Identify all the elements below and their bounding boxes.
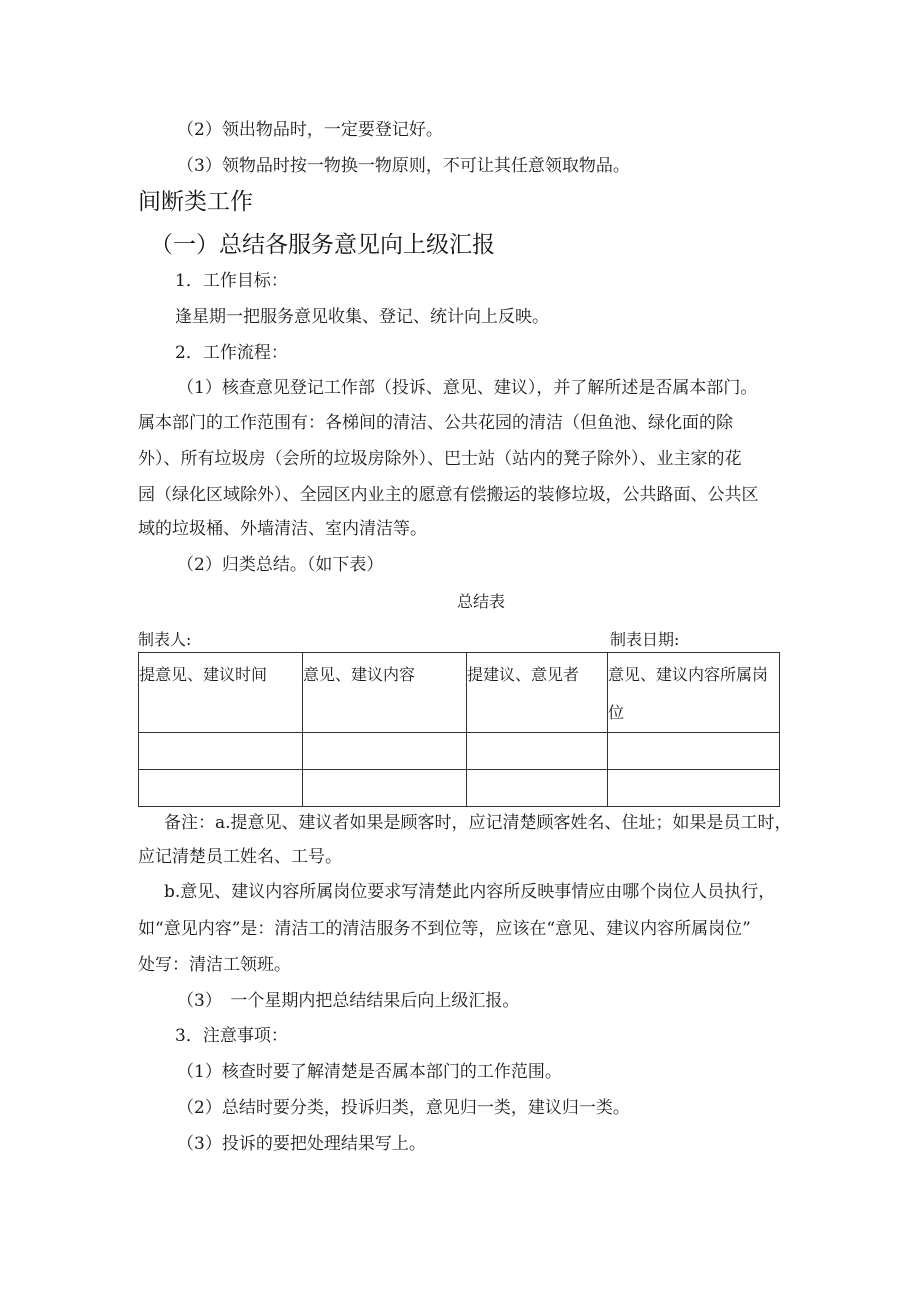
note-line: 应记清楚员工姓名、工号。 [138,847,342,867]
attention-item: （2）总结时要分类，投诉归类，意见归一类，建议归一类。 [177,1098,630,1118]
table-cell[interactable] [303,770,467,807]
column-header: 意见、建议内容所属岗位 [608,653,780,733]
process-line: 属本部门的工作范围有：各梯间的清洁、公共花园的清洁（但鱼池、绿化面的除 [138,413,733,433]
summary-table [138,652,780,807]
goal-text: 逢星期一把服务意见收集、登记、统计向上反映。 [175,307,549,327]
table-row [139,770,780,807]
report-text: （3） 一个星期内把总结结果后向上级汇报。 [177,991,520,1011]
classify-text: （2）归类总结。（如下表） [177,555,384,575]
process-line: 域的垃圾桶、外墙清洁、室内清洁等。 [138,519,427,539]
table-maker-label: 制表人: [138,630,192,649]
table-header-row [139,653,780,733]
table-cell[interactable] [139,733,303,770]
text-line: （2）领出物品时，一定要登记好。 [177,120,443,140]
table-cell[interactable] [608,770,780,807]
table-cell[interactable] [467,770,608,807]
table-cell[interactable] [139,770,303,807]
attention-item: （1）核查时要了解清楚是否属本部门的工作范围。 [177,1062,562,1082]
table-cell[interactable] [608,733,780,770]
section-title: 间断类工作 [138,189,253,215]
note-line: 处写：清洁工领班。 [138,955,291,975]
text-line: （3）领物品时按一物换一物原则，不可让其任意领取物品。 [177,156,630,176]
subsection-title: （一）总结各服务意见向上级汇报 [150,232,495,258]
table-date-label: 制表日期: [610,630,680,649]
note-line: 如“意见内容”是：清洁工的清洁服务不到位等，应该在“意见、建议内容所属岗位” [138,919,751,939]
table-title: 总结表 [457,592,506,611]
column-header: 提建议、意见者 [467,653,608,733]
attention-item: （3）投诉的要把处理结果写上。 [177,1134,426,1154]
process-label: 2．工作流程： [175,343,288,363]
attention-label: 3．注意事项： [175,1026,288,1046]
goal-label: 1．工作目标： [175,271,288,291]
table-row [139,733,780,770]
table-cell[interactable] [303,733,467,770]
process-line: 外）、所有垃圾房（会所的垃圾房除外）、巴士站（站内的凳子除外）、业主家的花 [138,449,742,469]
table-cell[interactable] [467,733,608,770]
process-line: （1）核查意见登记工作部（投诉、意见、建议），并了解所述是否属本部门。 [177,378,758,398]
note-line: 备注：a.提意见、建议者如果是顾客时，应记清楚顾客姓名、住址；如果是员工时， [164,813,792,833]
column-header: 提意见、建议时间 [139,653,303,733]
note-line: b.意见、建议内容所属岗位要求写清楚此内容所反映事情应由哪个岗位人员执行， [164,882,776,902]
process-line: 园（绿化区域除外）、全园区内业主的愿意有偿搬运的装修垃圾，公共路面、公共区 [138,485,759,505]
column-header: 意见、建议内容 [303,653,467,733]
